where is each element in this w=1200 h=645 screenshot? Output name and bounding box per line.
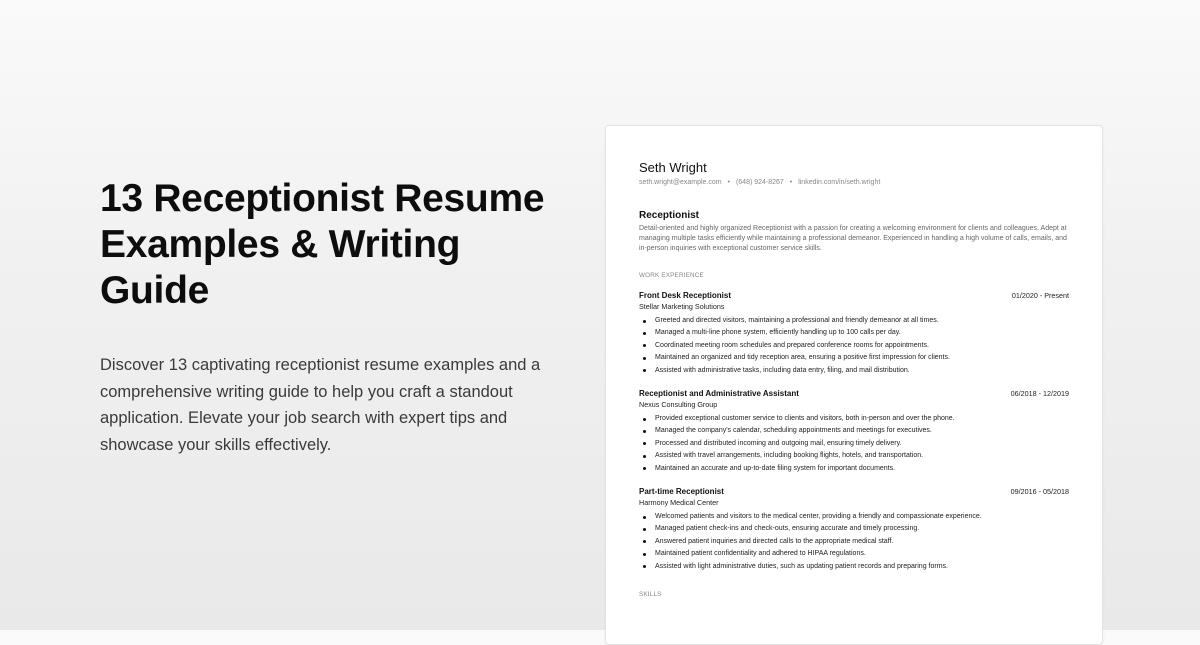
job-header: [639, 389, 1069, 399]
job-bullet: Managed the company's calendar, scheduling appointments and meetings for executives.: [655, 425, 985, 437]
job-title: Receptionist and Administrative Assistant: [639, 389, 799, 399]
job-header: [639, 487, 1069, 497]
job-bullet: Answered patient inquiries and directed calls to the appropriate medical staff.: [655, 536, 985, 548]
job-dates: 06/2018 - 12/2019: [1010, 389, 1069, 399]
resume-preview: [605, 125, 1103, 645]
job-header: [639, 291, 1069, 301]
job-title: Part-time Receptionist: [639, 487, 724, 497]
job-bullet: Processed and distributed incoming and outgoing mail, ensuring timely delivery.: [655, 438, 985, 450]
job-bullets: [639, 511, 985, 573]
skills-heading: SKILLS: [639, 591, 662, 599]
job-company: Nexus Consulting Group: [639, 400, 718, 410]
job-bullet: Assisted with travel arrangements, including booking flights, hotels, and transportation.: [655, 450, 985, 462]
job-dates: 01/2020 - Present: [1011, 291, 1069, 300]
job-title: Front Desk Receptionist: [639, 291, 732, 300]
contact-separator: •: [789, 179, 793, 186]
job-dates: 09/2016 - 05/2018: [1010, 487, 1069, 497]
resume-linkedin: linkedin.com/in/seth.wright: [798, 179, 881, 186]
job-bullet: Coordinated meeting room schedules and prepared conference rooms for appointments.: [655, 340, 985, 352]
resume-contact: [639, 178, 1069, 188]
resume-email: seth.wright@example.com: [639, 179, 722, 186]
job-entry: [639, 487, 1069, 573]
job-entry: [639, 291, 1069, 377]
job-bullet: Managed patient check-ins and check-outs, ensuring accurate and timely processing.: [655, 523, 985, 535]
job-company: Harmony Medical Center: [639, 498, 719, 508]
job-bullet: Greeted and directed visitors, maintaining a professional and friendly demeanor at all times.: [655, 315, 985, 327]
job-bullet: Maintained patient confidentiality and adhered to HIPAA regulations.: [655, 548, 985, 560]
contact-separator: •: [727, 179, 730, 186]
job-list: [639, 291, 1069, 573]
job-bullet: Assisted with light administrative duties, such as updating patient records and preparing forms.: [655, 561, 985, 573]
job-bullet: Provided exceptional customer service to clients and visitors, both in-person and over the phone.: [655, 413, 985, 425]
page-title: 13 Receptionist Resume Examples & Writing Guide: [100, 177, 545, 312]
job-entry: [639, 389, 1069, 475]
resume-phone: (648) 924-8267: [735, 179, 784, 186]
job-bullets: [639, 315, 985, 377]
work-experience-heading: WORK EXPERIENCE: [639, 272, 704, 279]
job-bullet: Managed a multi-line phone system, efficiently handling up to 100 calls per day.: [655, 327, 985, 339]
resume-summary: Detail-oriented and highly organized Receptionist with a passion for creating a welcoming environment for clients and colleagues. Adept at managing multiple tasks efficiently while maintaining a professional demeanor. Experienced in handling a high volume of calls, emails, and in-person inquiries with exceptional customer service skills.: [639, 225, 1067, 252]
job-bullet: Assisted with administrative tasks, including data entry, filing, and mail distribution.: [655, 365, 985, 377]
job-company: Stellar Marketing Solutions: [639, 302, 725, 311]
resume-name: Seth Wright: [639, 160, 707, 175]
page-description: Discover 13 captivating receptionist resume examples and a comprehensive writing guide to help you craft a standout application. Elevate your job search with expert tips and showcase your skills effectively.: [100, 356, 541, 455]
job-bullets: [639, 413, 985, 475]
resume-role: Receptionist: [639, 210, 700, 221]
job-bullet: Maintained an accurate and up-to-date filing system for important documents.: [655, 463, 985, 475]
job-bullet: Welcomed patients and visitors to the medical center, providing a friendly and compassionate experience.: [655, 511, 985, 523]
job-bullet: Maintained an organized and tidy reception area, ensuring a positive first impression for clients.: [655, 352, 985, 364]
